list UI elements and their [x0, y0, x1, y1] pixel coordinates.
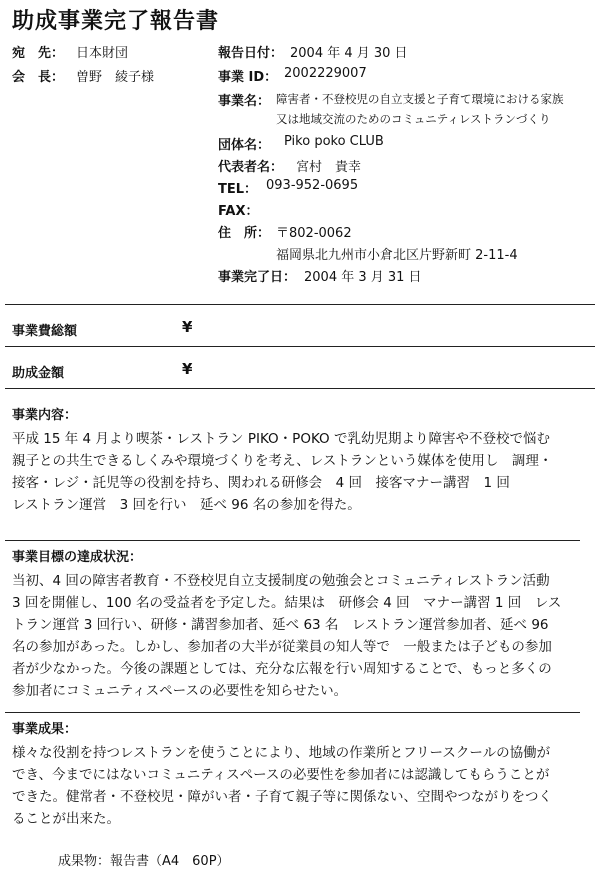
- content-line: 親子との共生できるしくみや環境づくりを考え、レストランという媒体を使用し 調理・: [12, 453, 553, 469]
- tel-value: 093-952-0695: [266, 178, 359, 193]
- divider: [5, 346, 595, 347]
- content-line: レストラン運営 3 回を行い 延べ 96 名の参加を得た。: [12, 497, 361, 513]
- goals-line: 参加者にコミュニティスペースの必要性を知らせたい。: [12, 683, 348, 699]
- report-date-label: 報告日付：: [218, 46, 284, 61]
- report-date-value: 2004 年 4 月 30 日: [290, 46, 408, 61]
- project-id-label: 事業 ID：: [218, 70, 278, 85]
- deliverable: 成果物：報告書（A4 60P）: [58, 854, 230, 869]
- total-cost-label: 事業費総額: [12, 324, 78, 339]
- completion-date-label: 事業完了日：: [218, 270, 297, 285]
- grant-amount-label: 助成金額: [12, 366, 65, 381]
- address-postal: 〒802-0062: [276, 226, 352, 241]
- completion-date-value: 2004 年 3 月 31 日: [304, 270, 422, 285]
- document-title: 助成事業完了報告書: [12, 9, 220, 34]
- to-value: 日本財団: [76, 46, 129, 61]
- results-paragraph: [12, 742, 592, 830]
- results-line: 様々な役割を持つレストランを使うことにより、地域の作業所とフリースクールの協働が: [12, 745, 551, 761]
- project-name-value-1: 障害者・不登校児の自立支援と子育て環境における家族: [276, 92, 564, 106]
- goals-line: 3 回を開催し、100 名の受益者を予定した。結果は 研修会 4 回 マナー講習 1 回 レス: [12, 595, 562, 611]
- goals-paragraph: [12, 570, 592, 702]
- content-paragraph: [12, 428, 592, 516]
- tel-label: TEL：: [218, 182, 258, 197]
- divider: [5, 540, 580, 541]
- divider: [5, 304, 595, 305]
- org-name-value: Piko poko CLUB: [284, 134, 384, 149]
- goals-line: トラン運営 3 回行い、研修・講習参加者、延べ 63 名 レストラン運営参加者、延べ 96: [12, 617, 549, 633]
- chair-label: 会 長：: [12, 70, 65, 85]
- chair-value: 曽野 綾子様: [76, 70, 155, 85]
- project-id-value: 2002229007: [284, 66, 367, 81]
- content-line: 平成 15 年 4 月より喫茶・レストラン PIKO・POKO で乳幼児期より障害や不登校で悩む: [12, 431, 550, 447]
- address-street: 福岡県北九州市小倉北区片野新町 2-11-4: [276, 248, 518, 263]
- divider: [5, 388, 595, 389]
- project-name-label: 事業名：: [218, 94, 271, 109]
- divider: [5, 712, 580, 713]
- representative-label: 代表者名：: [218, 160, 284, 175]
- goals-heading: 事業目標の達成状況：: [12, 550, 143, 565]
- grant-amount-value: ¥: [182, 360, 193, 378]
- fax-label: FAX：: [218, 204, 259, 219]
- content-heading: 事業内容：: [12, 408, 78, 423]
- results-heading: 事業成果：: [12, 722, 78, 737]
- org-name-label: 団体名：: [218, 138, 271, 153]
- goals-line: 者が少なかった。今後の課題としては、充分な広報を行い周知することで、もっと多くの: [12, 661, 552, 677]
- goals-line: 名の参加があった。しかし、参加者の大半が従業員の知人等で 一般または子どもの参加: [12, 639, 552, 655]
- to-label: 宛 先：: [12, 46, 65, 61]
- content-line: 接客・レジ・託児等の役割を持ち、関われる研修会 4 回 接客マナー講習 1 回: [12, 475, 510, 491]
- project-name-value-2: 又は地域交流のためのコミュニティレストランづくり: [276, 112, 551, 126]
- results-line: できた。健常者・不登校児・障がい者・子育て親子等に関係ない、空間やつながりをつく: [12, 789, 552, 805]
- total-cost-value: ¥: [182, 318, 193, 336]
- address-label: 住 所：: [218, 226, 271, 241]
- goals-line: 当初、4 回の障害者教育・不登校児自立支援制度の勉強会とコミュニティレストラン活動: [12, 573, 550, 589]
- results-line: でき、今までにはないコミュニティスペースの必要性を参加者には認識してもらうことが: [12, 767, 550, 783]
- results-line: ることが出来た。: [12, 811, 120, 827]
- representative-value: 宮村 貴幸: [296, 160, 362, 175]
